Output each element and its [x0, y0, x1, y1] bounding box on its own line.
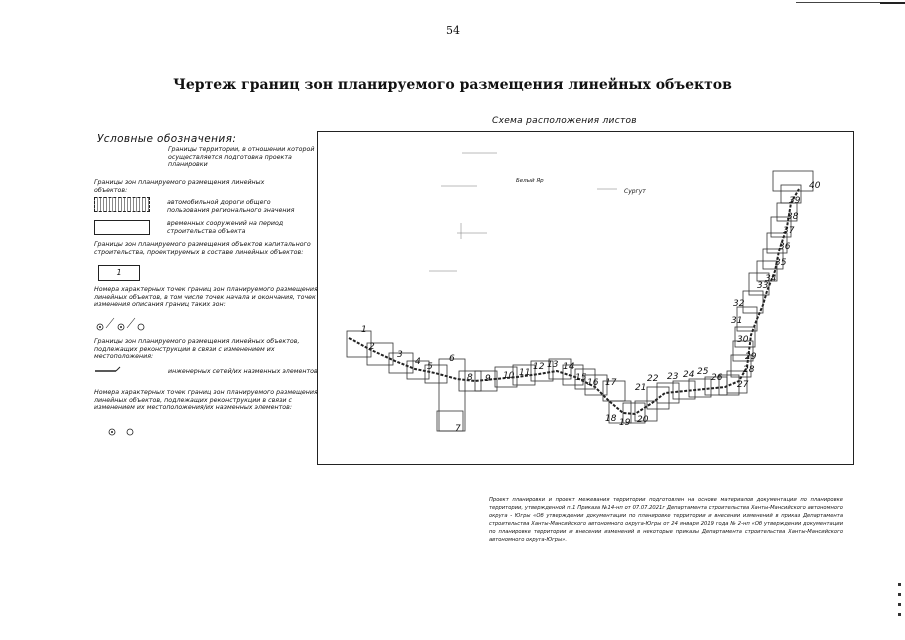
sheet-label-4: 4	[415, 357, 421, 367]
legend-item-characteristic-points: Номера характерных точек границ зон планируемого размещения линейных объектов, в том числе точек начала и окончания, точек изменения описания границ таких зон:	[94, 286, 318, 309]
map-label-belyi-yar: Белый Яр	[516, 178, 544, 184]
sheet-label-39: 39	[789, 196, 801, 206]
sheet-label-27: 27	[737, 380, 749, 390]
sheet-label-15: 15	[575, 373, 587, 383]
sheet-label-38: 38	[787, 212, 799, 222]
sheet-label-20: 20	[637, 415, 649, 425]
sheet-label-22: 22	[647, 374, 659, 384]
legend-box-label: 1	[116, 268, 122, 277]
sheet-label-14: 14	[563, 362, 575, 372]
sheet-label-19: 19	[619, 418, 631, 428]
sheet-label-21: 21	[635, 383, 647, 393]
sheet-label-6: 6	[449, 354, 455, 364]
legend-symbol-temporary-zone	[94, 220, 150, 235]
legend-item-road: автомобильной дороги общего пользования регионального значения	[167, 199, 295, 214]
sheet-label-36: 36	[779, 242, 791, 252]
map-label-surgut: Сургут	[624, 188, 646, 195]
sheet-label-10: 10	[503, 371, 515, 381]
page-number: 54	[446, 24, 460, 37]
sheet-label-13: 13	[547, 360, 559, 370]
sheet-label-24: 24	[683, 370, 695, 380]
legend-symbol-network	[94, 365, 124, 377]
legend-symbol-road-zone	[94, 197, 150, 212]
sheet-label-17: 17	[605, 378, 617, 388]
sheet-label-12: 12	[533, 362, 545, 372]
sheet-label-5: 5	[427, 362, 433, 372]
edge-marks	[898, 583, 901, 623]
sheet-label-23: 23	[667, 372, 679, 382]
top-rule-thick	[880, 2, 905, 4]
sheet-label-2: 2	[369, 342, 375, 352]
sheet-label-16: 16	[587, 378, 599, 388]
legend-heading: Условные обозначения:	[97, 133, 237, 145]
sheet-box-23	[673, 381, 695, 399]
sheet-label-32: 32	[733, 299, 745, 309]
legend-symbol-point-box	[98, 265, 140, 281]
sheet-label-31: 31	[731, 316, 743, 326]
sheet-label-7: 7	[455, 424, 461, 434]
sheet-label-8: 8	[467, 373, 473, 383]
legend-item-zones-linear: Границы зон планируемого размещения линейных объектов:	[94, 179, 265, 194]
legend-item-temporary: временных сооружений на период строительства объекта	[167, 220, 284, 235]
sheet-label-1: 1	[361, 325, 367, 335]
legend-item-reconstruction: Границы зон планируемого размещения линейных объектов, подлежащих реконструкции в связи с изменением их местоположения:	[94, 338, 300, 361]
scheme-title: Схема расположения листов	[492, 116, 637, 126]
sheet-label-29: 29	[745, 352, 757, 362]
sheet-label-11: 11	[519, 368, 531, 378]
sheet-label-34: 34	[765, 274, 777, 284]
legend-item-capital-objects: Границы зон планируемого размещения объектов капитального строительства, проектируемых в составе линейных объектов:	[94, 241, 311, 256]
sheet-box-21	[647, 387, 669, 409]
page-title: Чертеж границ зон планируемого размещения линейных объектов	[173, 77, 732, 93]
legend-reconstruction-markers	[106, 424, 146, 438]
sheet-label-28: 28	[743, 365, 755, 375]
legend-item-reconstruction-points: Номера характерных точек границ зон планируемого размещения линейных объектов, подлежащих реконструкции в связи с изменением их местоположения/их назменных элементов:	[94, 389, 318, 412]
sheet-label-18: 18	[605, 414, 617, 424]
sheet-label-30: 30	[737, 335, 749, 345]
sheet-label-25: 25	[697, 367, 709, 377]
sheet-label-26: 26	[711, 373, 723, 383]
sheet-box-6	[439, 359, 465, 431]
sheet-label-37: 37	[783, 226, 795, 236]
route-line	[349, 189, 799, 414]
sheet-label-40: 40	[809, 181, 821, 191]
legend-point-markers	[94, 316, 154, 334]
sheet-label-33: 33	[757, 281, 769, 291]
legend-item-networks: инженерных сетей/их назменных элементов	[168, 368, 318, 375]
sheet-label-9: 9	[485, 374, 491, 384]
legend-item-project-boundary: Границы территории, в отношении которой осуществляется подготовка проекта планировки	[168, 146, 315, 169]
sheet-box-40	[773, 171, 813, 191]
sheet-label-35: 35	[775, 258, 787, 268]
sheet-label-3: 3	[397, 350, 403, 360]
footnote: Проект планировки и проект межевания территории подготовлен на основе материалов документации по планировке территории, утвержденной п.1 Приказа №14-нп от 07.07.2021г Департамента строительства Ханты-Мансийского автономного округа - Югры «Об утверждении документации по планировке территории и внесении изменений в приказ Департамента строительства Ханты-Мансийского автономного округа-Югры от 24 января 2019 года № 2-нп «Об утверждении документации по планировке территории и внесении изменений в некоторые приказы Департамента строительства Ханты-Мансийского автономного округа-Югры».	[489, 497, 843, 543]
sheet-layout-scheme	[317, 131, 854, 465]
